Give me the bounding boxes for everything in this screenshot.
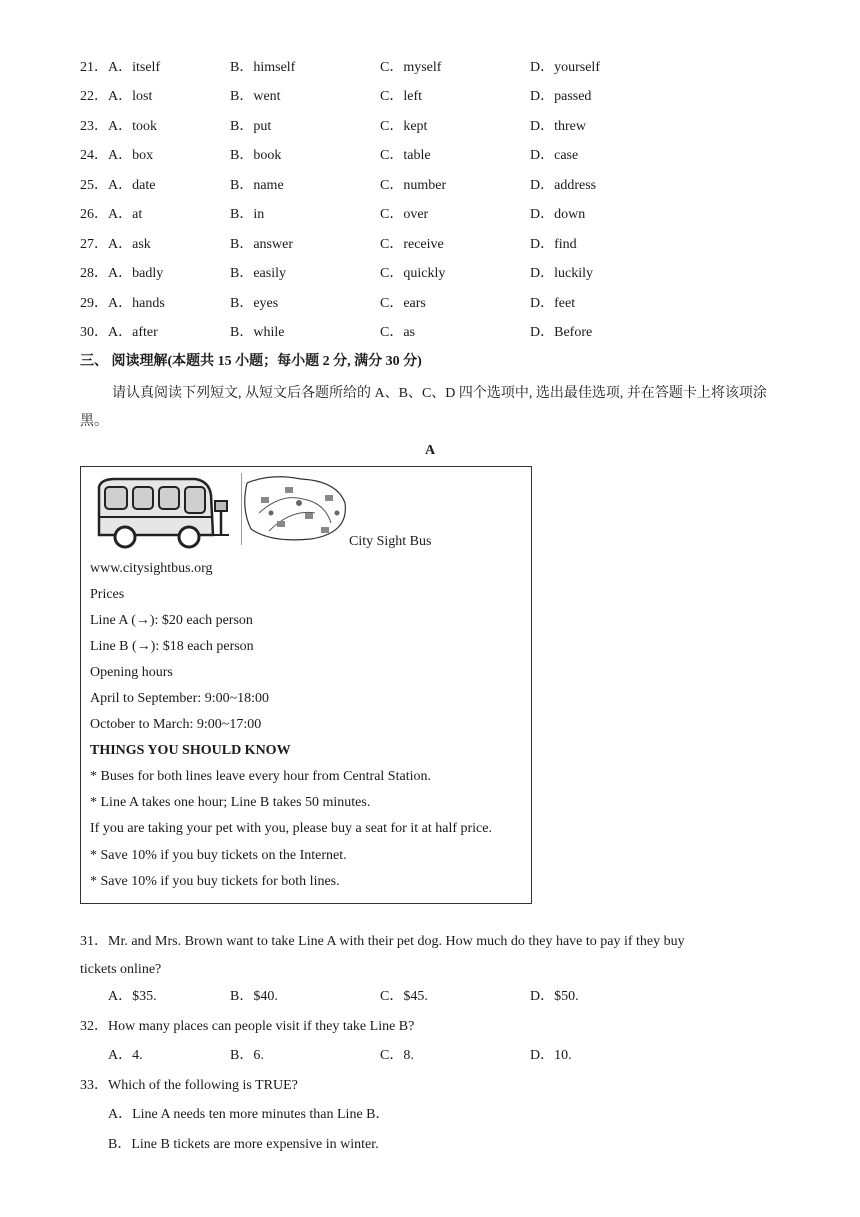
- ad-prices-heading: Prices: [90, 587, 125, 602]
- option-d: D．passed: [530, 89, 592, 104]
- ad-note: * Line A takes one hour; Line B takes 50 minutes.: [90, 795, 371, 810]
- q31-option-c: C．$45.: [380, 989, 428, 1004]
- option-row-23: [80, 117, 780, 137]
- question-number: 25．: [80, 178, 108, 193]
- ad-hours-heading: Opening hours: [90, 665, 173, 680]
- question-33-text: 33．Which of the following is TRUE?: [80, 1078, 298, 1093]
- option-b: B．put: [230, 119, 272, 134]
- city-sight-bus-ad: [80, 466, 532, 904]
- ad-brand: City Sight Bus: [349, 534, 432, 549]
- question-32-text: 32．How many places can people visit if they take Line B?: [80, 1019, 415, 1034]
- q31-option-d: D．$50.: [530, 989, 579, 1004]
- option-c: C．myself: [380, 60, 442, 75]
- option-c: C．table: [380, 148, 431, 163]
- option-a: A．badly: [108, 266, 164, 281]
- option-row-21: [80, 58, 780, 78]
- option-a: A．hands: [108, 296, 165, 311]
- ad-note: * Buses for both lines leave every hour from Central Station.: [90, 769, 431, 784]
- option-d: D．Before: [530, 325, 593, 340]
- option-a: A．date: [108, 178, 156, 193]
- route-map-icon: [241, 473, 351, 545]
- option-a: A．lost: [108, 89, 153, 104]
- question-number: 22．: [80, 89, 108, 104]
- option-row-22: [80, 87, 780, 107]
- option-row-29: [80, 294, 780, 314]
- section-instruction: 请认真阅读下列短文, 从短文后各题所给的 A、B、C、D 四个选项中, 选出最佳选项, 并在答题卡上将该项涂黑。: [80, 386, 767, 429]
- ad-note: * Save 10% if you buy tickets on the Internet.: [90, 848, 347, 863]
- q33-option-b: B．Line B tickets are more expensive in winter.: [108, 1137, 379, 1152]
- option-b: B．book: [230, 148, 282, 163]
- option-d: D．feet: [530, 296, 576, 311]
- option-c: C．kept: [380, 119, 428, 134]
- ad-note: * Save 10% if you buy tickets for both lines.: [90, 874, 340, 889]
- option-a: A．after: [108, 325, 158, 340]
- option-b: B．name: [230, 178, 284, 193]
- ad-website: www.citysightbus.org: [90, 561, 213, 576]
- question-number: 24．: [80, 148, 108, 163]
- question-31-text-cont: tickets online?: [80, 962, 162, 977]
- option-c: C．ears: [380, 296, 426, 311]
- question-number: 30．: [80, 325, 108, 340]
- option-row-30: [80, 323, 780, 343]
- option-a: A．at: [108, 207, 143, 222]
- section-heading: 三、 阅读理解(本题共 15 小题；每小题 2 分, 满分 30 分): [80, 354, 422, 369]
- option-row-25: [80, 176, 780, 196]
- question-number: 23．: [80, 119, 108, 134]
- question-number: 26．: [80, 207, 108, 222]
- option-c: C．as: [380, 325, 415, 340]
- option-row-24: [80, 146, 780, 166]
- option-c: C．quickly: [380, 266, 446, 281]
- q32-option-b: B．6.: [230, 1048, 264, 1063]
- option-d: D．down: [530, 207, 586, 222]
- option-c: C．left: [380, 89, 422, 104]
- option-d: D．yourself: [530, 60, 600, 75]
- option-row-26: [80, 205, 780, 225]
- option-a: A．ask: [108, 237, 151, 252]
- option-a: A．box: [108, 148, 154, 163]
- question-31-text: 31．Mr. and Mrs. Brown want to take Line A with their pet dog. How much do they have to pay if they buy: [80, 934, 685, 949]
- q32-option-a: A．4.: [108, 1048, 143, 1063]
- option-b: B．eyes: [230, 296, 279, 311]
- option-d: D．address: [530, 178, 597, 193]
- option-c: C．receive: [380, 237, 444, 252]
- option-a: A．took: [108, 119, 157, 134]
- ad-know-heading: THINGS YOU SHOULD KNOW: [90, 743, 291, 758]
- question-number: 28．: [80, 266, 108, 281]
- option-b: B．easily: [230, 266, 286, 281]
- q33-option-a: A．Line A needs ten more minutes than Line B．: [108, 1107, 390, 1122]
- question-number: 29．: [80, 296, 108, 311]
- option-d: D．luckily: [530, 266, 593, 281]
- ad-hours-winter: October to March: 9:00~17:00: [90, 717, 262, 732]
- option-d: D．find: [530, 237, 577, 252]
- q32-option-c: C．8.: [380, 1048, 414, 1063]
- option-row-28: [80, 264, 780, 284]
- option-d: D．threw: [530, 119, 586, 134]
- question-number: 27．: [80, 237, 108, 252]
- option-c: C．over: [380, 207, 429, 222]
- ad-price-line-a: Line A (→): $20 each person: [90, 613, 253, 628]
- option-row-27: [80, 235, 780, 255]
- option-b: B．himself: [230, 60, 296, 75]
- option-b: B．in: [230, 207, 265, 222]
- option-b: B．went: [230, 89, 281, 104]
- passage-label: A: [424, 443, 436, 458]
- q32-option-d: D．10.: [530, 1048, 572, 1063]
- q31-option-b: B．$40.: [230, 989, 278, 1004]
- option-a: A．itself: [108, 60, 161, 75]
- option-d: D．case: [530, 148, 579, 163]
- bus-illustration-icon: [91, 473, 231, 553]
- ad-price-line-b: Line B (→): $18 each person: [90, 639, 254, 654]
- ad-note: If you are taking your pet with you, please buy a seat for it at half price.: [90, 821, 492, 836]
- question-number: 21．: [80, 60, 108, 75]
- ad-hours-summer: April to September: 9:00~18:00: [90, 691, 270, 706]
- option-b: B．while: [230, 325, 285, 340]
- option-b: B．answer: [230, 237, 293, 252]
- q31-option-a: A．$35.: [108, 989, 157, 1004]
- option-c: C．number: [380, 178, 447, 193]
